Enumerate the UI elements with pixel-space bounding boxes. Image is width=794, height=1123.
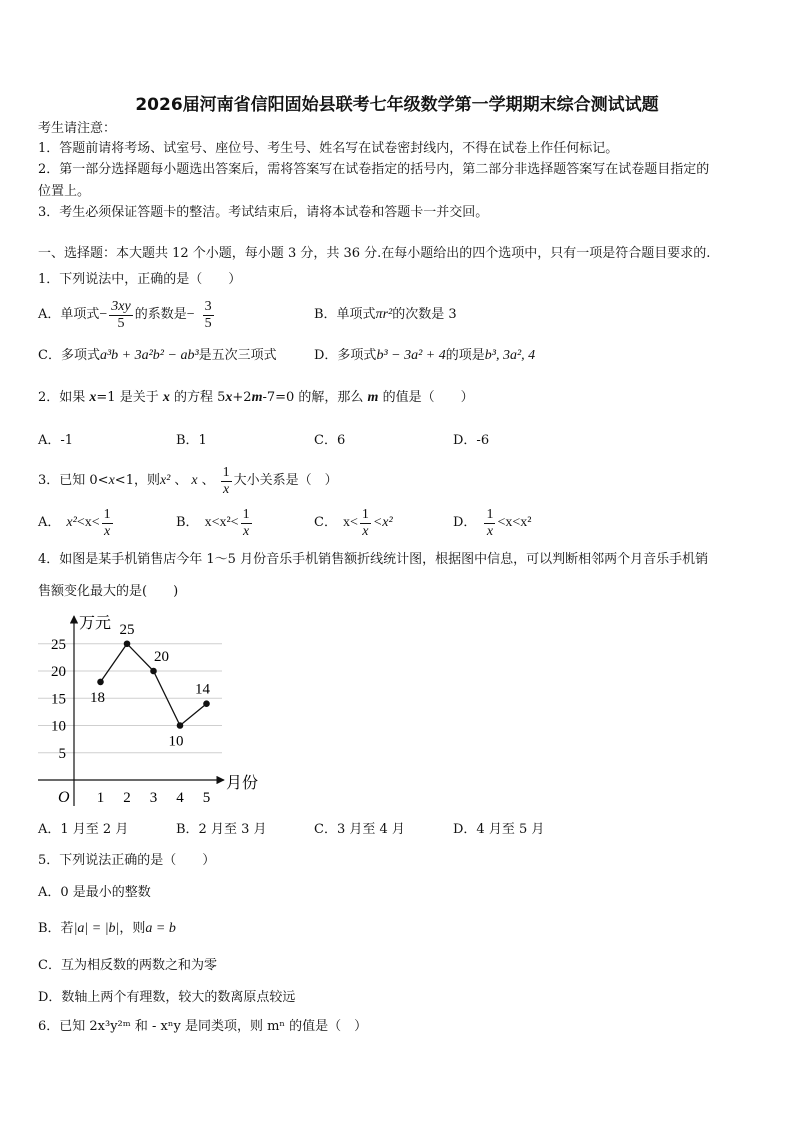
q1-option-b	[314, 307, 457, 323]
question-6-stem: 6．已知 2x³y²ᵐ 和 - xⁿy 是同类项，则 mⁿ 的值是（ ）	[38, 1019, 368, 1034]
q2-text: 的值是（ ）	[378, 390, 474, 405]
question-1-stem: 1．下列说法中，正确的是（ ）	[38, 272, 242, 287]
q1-option-c	[38, 348, 277, 364]
chart-y-label: 万元	[79, 615, 112, 632]
notice-item: 1．答题前请将考场、试室号、座位号、考生号、姓名写在试卷密封线内，不得在试卷上作任何标记。	[38, 141, 619, 156]
q3-c-fraction	[360, 507, 371, 540]
q1-d-math2: b³, 3a², 4	[484, 348, 536, 363]
data-label: 14	[195, 681, 210, 698]
q1-b-post: 的次数是 3	[392, 307, 457, 322]
notice-heading: 考生请注意：	[38, 121, 117, 136]
y-ticks	[51, 637, 66, 762]
y-tick-label: 25	[51, 636, 66, 653]
q2-var: m	[251, 390, 263, 405]
q3-var: x	[191, 473, 198, 488]
q3-option-d	[453, 505, 531, 541]
q1-a-neg: −	[99, 307, 108, 322]
question-4-stem-cont: 售额变化最大的是( )	[38, 584, 179, 599]
q3-text: 大小关系是（ ）	[233, 473, 338, 488]
q3-b-label: B．	[176, 515, 199, 530]
q5-option-a: A．0 是最小的整数	[38, 885, 151, 900]
question-5-stem: 5．下列说法正确的是（ ）	[38, 853, 216, 868]
x-tick-label: 1	[96, 790, 105, 806]
q2-option-c: C．6	[314, 433, 346, 448]
data-labels	[90, 622, 211, 750]
q3-b-math: x<x²<	[204, 515, 239, 530]
section-heading: 一、选择题：本大题共 12 个小题，每小题 3 分，共 36 分.在每小题给出的四个选项中，只有一项是符合题目要求的.	[38, 246, 711, 261]
q1-option-d	[314, 348, 535, 364]
q4-option-c: C．3 月至 4 月	[314, 822, 405, 837]
q3-frac-num: 1	[486, 506, 494, 522]
q1-a-num2: 3	[204, 298, 212, 314]
q3-text: 3．已知 0<	[38, 473, 109, 488]
q4-option-d: D．4 月至 5 月	[453, 822, 545, 837]
data-point	[150, 668, 157, 675]
q3-c-label: C．	[314, 515, 337, 530]
q3-frac-den: x	[223, 481, 230, 497]
x-ticks	[97, 790, 211, 806]
q3-b-fraction	[241, 507, 252, 540]
q3-frac-den: x	[104, 523, 111, 539]
y-tick-label: 20	[51, 664, 66, 680]
notice-item: 位置上。	[38, 184, 91, 199]
q2-var: m	[367, 390, 379, 405]
data-point	[177, 722, 184, 729]
chart-x-label: 月份	[226, 775, 259, 792]
q5-b-math2: a = b	[145, 921, 176, 936]
q3-a-fraction	[102, 507, 113, 540]
q3-a-math: <x<	[76, 515, 100, 530]
q5-option-d: D．数轴上两个有理数，较大的数离原点较远	[38, 990, 296, 1005]
q3-option-c	[314, 505, 393, 541]
q1-a-num: 3xy	[111, 298, 131, 314]
data-point	[124, 640, 131, 647]
x-tick-label: 4	[176, 790, 184, 806]
q4-option-b: B．2 月至 3 月	[176, 822, 267, 837]
x-tick-label: 3	[149, 790, 158, 806]
q3-d-fraction	[484, 507, 495, 540]
x-tick-label: 2	[123, 790, 131, 806]
q3-d-math: <x<x²	[497, 515, 532, 530]
notice-item: 3．考生必须保证答题卡的整洁。考试结束后，请将本试卷和答题卡一并交回。	[38, 205, 489, 220]
q5-b-label: B．若	[38, 921, 74, 936]
q2-text: +2	[232, 390, 252, 405]
q1-a-mid: 的系数是	[134, 307, 187, 322]
chart-origin-label: O	[58, 789, 70, 806]
data-point	[203, 700, 210, 707]
question-4-stem: 4．如图是某手机销售店今年 1～5 月份音乐手机销售额折线统计图，根据图中信息，可以判断相邻两个月音乐手机销	[38, 552, 709, 567]
q3-frac-num: 1	[361, 506, 369, 522]
q2-option-b: B．1	[176, 433, 207, 448]
line-chart	[36, 612, 266, 810]
notice-item: 2．第一部分选择题每小题选出答案后，需将答案写在试卷指定的括号内，第二部分非选择题答案写在试卷题目指定的	[38, 162, 710, 177]
q4-option-a: A．1 月至 2 月	[38, 822, 129, 837]
q1-c-label: C．多项式	[38, 348, 100, 363]
question-3-stem	[38, 463, 338, 499]
data-label: 25	[119, 621, 135, 638]
data-label: 18	[90, 689, 105, 706]
q3-d-label: D．	[453, 515, 477, 530]
q1-a-label: A．单项式	[38, 307, 100, 322]
q3-var: x	[108, 473, 115, 488]
q1-a-fraction	[109, 299, 132, 332]
q1-a-neg2: −	[186, 307, 195, 322]
q2-text: =1 是关于	[96, 390, 163, 405]
page-title: 2026届河南省信阳固始县联考七年级数学第一学期期末综合测试试题	[135, 95, 659, 115]
q1-d-label: D．多项式	[314, 348, 377, 363]
q3-a-label: A．	[38, 515, 61, 530]
q3-frac-den: x	[362, 523, 369, 539]
x-tick-label: 5	[202, 790, 211, 806]
q1-d-math: b³ − 3a² + 4	[376, 348, 446, 363]
question-2-stem	[38, 390, 474, 406]
data-label: 20	[154, 649, 169, 665]
q2-text: 2．如果	[38, 390, 90, 405]
data-point	[97, 679, 104, 686]
q1-a-fraction2	[203, 299, 214, 332]
q3-frac-num: 1	[222, 464, 230, 480]
q1-a-den: 5	[117, 315, 125, 331]
q2-var: x	[89, 390, 97, 405]
q1-b-label: B．单项式	[314, 307, 376, 322]
q3-frac-den: x	[242, 523, 250, 539]
q3-var: x²	[159, 473, 171, 488]
y-tick-label: 10	[51, 718, 66, 735]
q3-c-math: <x²	[372, 515, 393, 530]
q2-option-a: A．-1	[38, 433, 74, 448]
q2-text: 的方程 5	[169, 390, 226, 405]
q5-b-mid: ，则	[119, 921, 146, 936]
q3-a-math: x²	[66, 515, 77, 530]
q1-a-den2: 5	[204, 315, 212, 331]
q3-text: 、	[201, 473, 215, 488]
q2-text: -7=0 的解，那么	[262, 390, 368, 405]
q3-frac-den: x	[486, 523, 494, 539]
q1-option-a	[38, 297, 216, 333]
q3-fraction	[221, 465, 232, 498]
q1-c-post: 是五次三项式	[198, 348, 277, 363]
q1-c-math: a³b + 3a²b² − ab³	[99, 348, 199, 363]
q3-frac-num: 1	[103, 506, 111, 522]
q2-option-d: D．-6	[453, 433, 490, 448]
y-tick-label: 15	[51, 691, 66, 708]
q2-var: x	[225, 390, 233, 405]
q1-d-mid: 的项是	[445, 348, 485, 363]
q2-var: x	[162, 390, 170, 405]
y-tick-label: 5	[58, 745, 66, 762]
q1-b-math: πr²	[375, 307, 393, 322]
q3-frac-num: 1	[242, 506, 250, 522]
q3-c-math: x<	[342, 515, 358, 530]
q5-option-b	[38, 921, 176, 937]
q5-b-math: |a| = |b|	[73, 921, 120, 936]
q3-option-a	[38, 505, 115, 541]
data-label: 10	[168, 733, 184, 750]
q3-text: 、	[174, 473, 188, 488]
q3-option-b	[176, 505, 254, 541]
q3-text: <1，则	[114, 473, 160, 488]
q5-option-c: C．互为相反数的两数之和为零	[38, 958, 217, 973]
